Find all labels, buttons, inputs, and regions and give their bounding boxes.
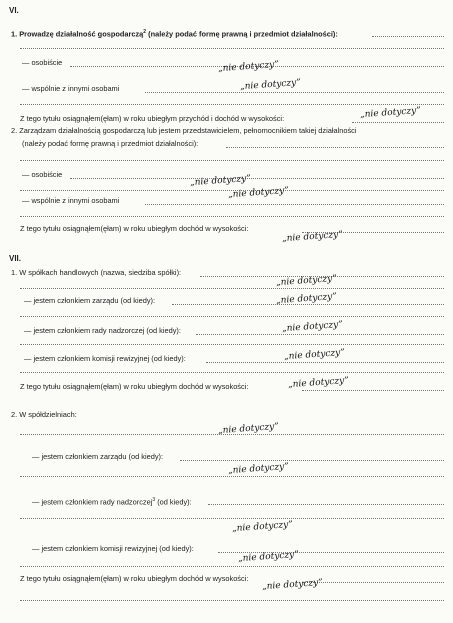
section-7-heading: VII.: [9, 254, 22, 263]
item-text: W spółdzielniach:: [19, 410, 77, 419]
item-number: 1.: [11, 29, 18, 39]
answer-line[interactable]: [145, 204, 444, 205]
handwritten-answer: „nie dotyczy”: [239, 77, 302, 93]
handwritten-answer: „nie dotyczy”: [287, 375, 350, 391]
answer-line[interactable]: [302, 582, 444, 583]
item-text-after: (należy podać formę prawną i przedmiot działalności):: [146, 29, 338, 39]
answer-line[interactable]: [20, 288, 444, 289]
answer-line[interactable]: [20, 216, 444, 217]
s6-item2-sole-label: — osobiście: [22, 170, 63, 179]
handwritten-answer: „nie dotyczy”: [189, 173, 252, 189]
item-number: 2.: [11, 410, 18, 419]
answer-line[interactable]: [20, 600, 444, 601]
answer-line[interactable]: [206, 362, 444, 363]
handwritten-answer: „nie dotyczy”: [227, 461, 290, 477]
answer-line[interactable]: [20, 316, 444, 317]
handwritten-answer: „nie dotyczy”: [275, 291, 338, 307]
s6-item1-joint-label: — wspólnie z innymi osobami: [22, 84, 120, 93]
handwritten-answer: „nie dotyczy”: [227, 185, 290, 201]
handwritten-answer: „nie dotyczy”: [261, 577, 324, 593]
answer-line[interactable]: [372, 36, 444, 37]
answer-line[interactable]: [20, 476, 444, 477]
handwritten-answer: „nie dotyczy”: [237, 549, 300, 565]
answer-line[interactable]: [20, 372, 444, 373]
s7-item2-supervisory-label: [32, 496, 192, 506]
s6-item2-joint-label: — wspólnie z innymi osobami: [22, 196, 120, 205]
answer-line[interactable]: [20, 434, 444, 435]
s7-item1-audit-label: — jestem członkiem komisji rewizyjnej (od kiedy):: [24, 354, 186, 363]
answer-line[interactable]: [208, 504, 444, 505]
answer-line[interactable]: [352, 122, 444, 123]
s7-item2-income-label: Z tego tytułu osiągnąłem(ęłam) w roku ubiegłym dochód w wysokości:: [20, 574, 249, 583]
answer-line[interactable]: [20, 518, 444, 519]
answer-line[interactable]: [20, 104, 444, 105]
s7-item2-question: [11, 410, 77, 419]
handwritten-answer: „nie dotyczy”: [217, 59, 280, 75]
handwritten-answer: „nie dotyczy”: [281, 229, 344, 245]
answer-line[interactable]: [70, 178, 444, 179]
s6-item1-question: [11, 28, 338, 38]
s7-item1-question: [11, 268, 181, 277]
answer-line[interactable]: [20, 48, 444, 49]
handwritten-answer: „nie dotyczy”: [359, 105, 422, 121]
answer-line[interactable]: [20, 344, 444, 345]
section-6-heading: VI.: [9, 6, 19, 15]
answer-line[interactable]: [172, 304, 444, 305]
answer-line[interactable]: [226, 147, 444, 148]
s7-item2-audit-label: — jestem członkiem komisji rewizyjnej (od kiedy):: [32, 544, 194, 553]
handwritten-answer: „nie dotyczy”: [217, 421, 280, 437]
answer-line[interactable]: [20, 566, 444, 567]
answer-line[interactable]: [196, 334, 444, 335]
item-number: 2.: [11, 126, 18, 135]
item-text: W spółkach handlowych (nazwa, siedziba spółki):: [19, 268, 182, 277]
s7-item1-supervisory-label: — jestem członkiem rady nadzorczej (od kiedy):: [24, 326, 181, 335]
s6-item1-income-label: Z tego tytułu osiągnąłem(ęłam) w roku ubiegłym przychód i dochód w wysokości:: [20, 114, 285, 123]
footnote-marker: 2: [143, 29, 147, 35]
label-text: — jestem członkiem rady nadzorczej: [32, 497, 153, 507]
handwritten-answer: „nie dotyczy”: [281, 319, 344, 335]
item-text: Zarządzam działalnością gospodarczą lub jestem przedstawicielem, pełnomocnikiem takiej działalności: [19, 126, 357, 135]
s6-item2-income-label: Z tego tytułu osiągnąłem(ęłam) w roku ubiegłym dochód w wysokości:: [20, 224, 249, 233]
handwritten-answer: „nie dotyczy”: [283, 347, 346, 363]
answer-line[interactable]: [145, 92, 444, 93]
s6-item2-question: [11, 126, 357, 135]
item-number: 1.: [11, 268, 18, 277]
label-text-after: (od kiedy):: [155, 497, 192, 507]
answer-line[interactable]: [180, 460, 444, 461]
s6-item1-sole-label: — osobiście: [22, 58, 63, 67]
s7-item2-board-label: — jestem członkiem zarządu (od kiedy):: [32, 452, 164, 461]
footnote-marker: 3: [152, 497, 156, 503]
item-text: Prowadzę działalność gospodarczą: [19, 29, 144, 39]
handwritten-answer: „nie dotyczy”: [231, 519, 294, 535]
handwritten-answer: „nie dotyczy”: [275, 273, 338, 289]
s7-item1-board-label: — jestem członkiem zarządu (od kiedy):: [24, 296, 156, 305]
answer-line[interactable]: [302, 390, 444, 391]
answer-line[interactable]: [20, 160, 444, 161]
s7-item1-income-label: Z tego tytułu osiągnąłem(ęłam) w roku ubiegłym dochód w wysokości:: [20, 382, 249, 391]
s6-item2-question-cont: (należy podać formę prawną i przedmiot działalności):: [22, 139, 199, 148]
